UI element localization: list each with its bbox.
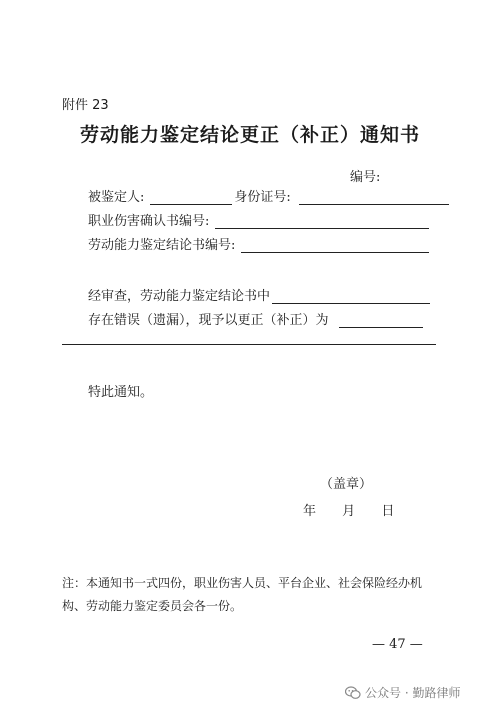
appraised-person-label: 被鉴定人: <box>88 190 145 205</box>
closing-line <box>88 381 153 400</box>
conclusion-no-row <box>88 234 429 253</box>
appraised-person-blank <box>150 192 232 205</box>
page-number: — 47 — <box>372 637 423 652</box>
appraised-person-row <box>88 186 449 205</box>
correction-blank <box>339 315 423 328</box>
footnote: 注：本通知书一式四份，职业伤害人员、平台企业、社会保险经办机构、劳动能力鉴定委员会各一份。 <box>62 576 423 613</box>
attachment-label: 附件 23 <box>62 98 109 113</box>
injury-cert-row <box>88 210 429 229</box>
injury-cert-blank <box>215 216 429 229</box>
date-line <box>303 500 394 519</box>
year-label: 年 <box>303 504 317 519</box>
month-label: 月 <box>342 504 356 519</box>
correction-text: 存在错误（遗漏），现予以更正（补正）为 <box>88 313 329 328</box>
full-width-blank-line <box>62 344 436 345</box>
injury-cert-label: 职业伤害确认书编号: <box>88 214 210 229</box>
id-number-label: 身份证号: <box>234 190 291 205</box>
wechat-icon <box>345 686 361 700</box>
stamp-label: （盖章） <box>320 477 373 492</box>
correction-line <box>88 309 423 328</box>
conclusion-no-label: 劳动能力鉴定结论书编号: <box>88 238 236 253</box>
watermark-text: 公众号 · 勤路律师 <box>365 686 461 700</box>
watermark <box>345 684 460 701</box>
conclusion-no-blank <box>241 240 429 253</box>
review-line <box>88 285 430 304</box>
review-blank <box>272 291 430 304</box>
id-number-blank <box>299 192 449 205</box>
document-title: 劳动能力鉴定结论更正（补正）通知书 <box>79 124 420 146</box>
day-label: 日 <box>381 504 395 519</box>
closing-text: 特此通知。 <box>88 385 154 400</box>
number-label: 编号: <box>350 170 381 185</box>
review-text: 经审查，劳动能力鉴定结论书中 <box>88 289 271 304</box>
